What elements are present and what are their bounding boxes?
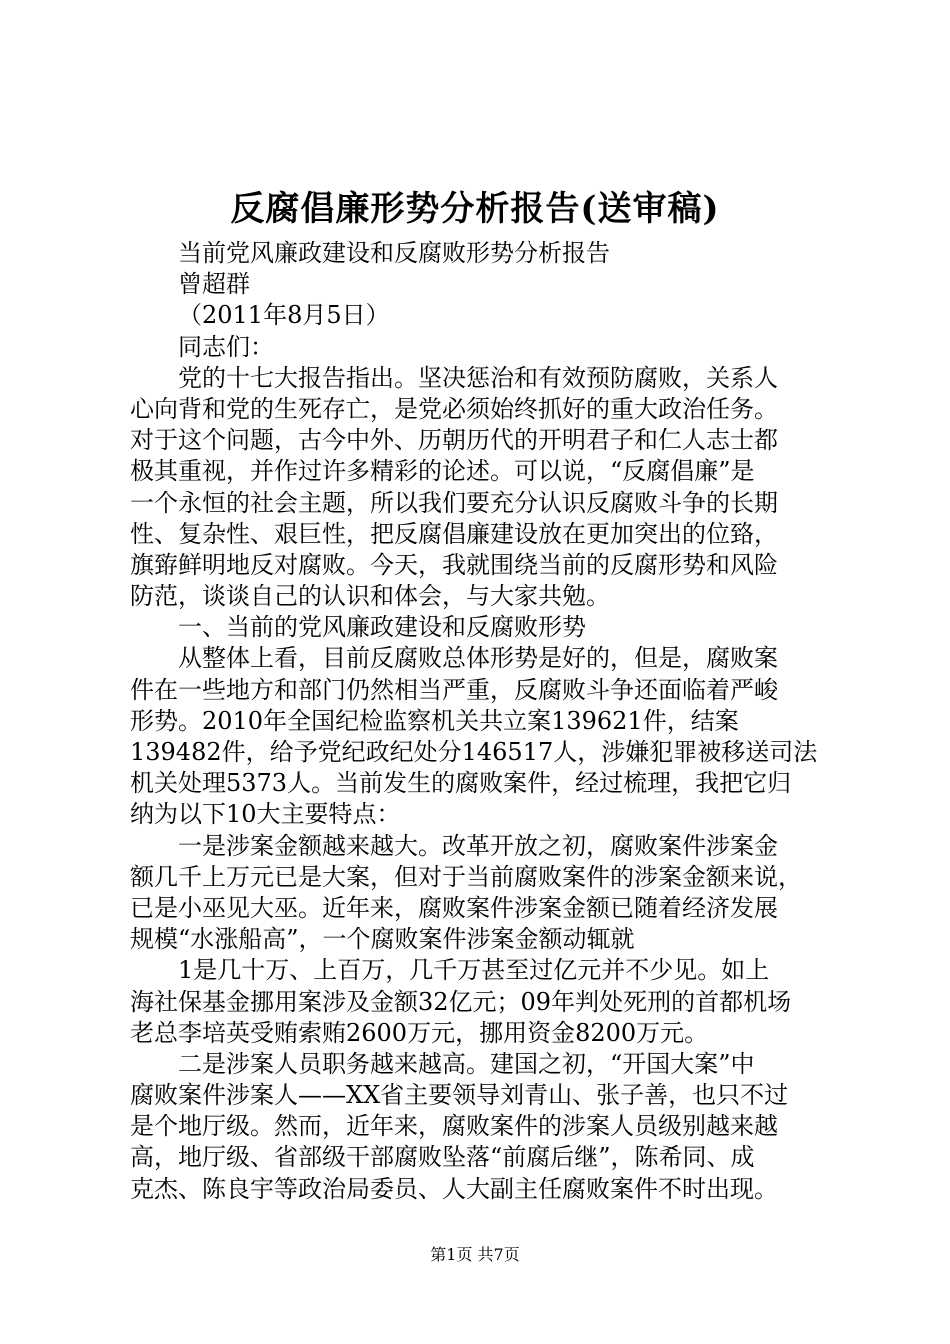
document-title: 反腐倡廉形势分析报告(送审稿) — [230, 189, 720, 229]
paragraph-line: 一是涉案金额越来越大。改革开放之初，腐败案件涉案金 — [178, 831, 778, 860]
paragraph-line: 性、复杂性、艰巨性，把反腐倡廉建设放在更加突出的位臵， — [130, 519, 778, 548]
paragraph-line: 139482件，给予党纪政纪处分146517人，涉嫌犯罪被移送司法 — [130, 738, 818, 766]
paragraph-line: 额几千上万元已是大案，但对于当前腐败案件的涉案金额来说， — [130, 862, 802, 891]
paragraph-line: 纳为以下10大主要特点： — [130, 800, 401, 829]
paragraph-line: 旗臶鲜明地反对腐败。今天，我就围绕当前的反腐形势和风险 — [130, 550, 778, 579]
paragraph-line: 对于这个问题，古今中外、历朝历代的开明君子和仁人志士都 — [130, 426, 778, 455]
paragraph-line: 形势。2010年全国纪检监察机关共立案139621件，结案 — [130, 706, 739, 735]
section-heading: 一、当前的党风廉政建设和反腐败形势 — [178, 613, 586, 642]
paragraph-line: 一个永恒的社会主题，所以我们要充分认识反腐败斗争的长期 — [130, 488, 778, 517]
salutation-line: 同志们： — [178, 332, 274, 361]
page-number-footer: 第1页 共7页 — [430, 1245, 520, 1264]
paragraph-line: 是个地厅级。然而，近年来，腐败案件的涉案人员级别越来越 — [130, 1112, 778, 1141]
paragraph-line: 老总李培英受贿索贿2600万元，挪用资金8200万元。 — [130, 1018, 709, 1047]
paragraph-line: 高，地厅级、省部级干部腐败坠落“前腐后继”，陈希同、成 — [130, 1143, 755, 1172]
paragraph-line: 从整体上看，目前反腐败总体形势是好的，但是，腐败案 — [178, 644, 778, 673]
document-body — [130, 238, 830, 1205]
date-line: （2011年8月5日） — [178, 301, 390, 330]
paragraph-line: 克杰、陈良宇等政治局委员、人大副主任腐败案件不时出现。 — [130, 1174, 778, 1203]
paragraph-line: 心向背和党的生死存亡，是党必须始终抓好的重大政治任务。 — [130, 394, 778, 423]
paragraph-line: 件在一些地方和部门仍然相当严重，反腐败斗争还面临着严峻 — [130, 675, 778, 704]
paragraph-line: 海社保基金挪用案涉及金额32亿元；09年判处死刑的首都机场 — [130, 987, 792, 1016]
paragraph-line: 1是几十万、上百万，几千万甚至过亿元并不少见。如上 — [178, 956, 770, 985]
paragraph-line: 二是涉案人员职务越来越高。建国之初，“开国大案”中 — [178, 1049, 755, 1078]
paragraph-line: 规模“水涨船高”，一个腐败案件涉案金额动辄就 — [130, 925, 635, 954]
paragraph-line: 极其重视，并作过许多精彩的论述。可以说，“反腐倡廉”是 — [130, 457, 755, 486]
subtitle-line: 当前党风廉政建设和反腐败形势分析报告 — [178, 239, 610, 267]
paragraph-line: 防范，谈谈自己的认识和体会，与大家共勉。 — [130, 582, 610, 611]
paragraph-line: 党的十七大报告指出。坚决惩治和有效预防腐败，关系人 — [178, 363, 778, 392]
paragraph-line: 腐败案件涉案人——XX省主要领导刘青山、张子善，也只不过 — [130, 1081, 789, 1110]
author-line: 曾超群 — [178, 270, 250, 299]
paragraph-line: 已是小巫见大巫。近年来，腐败案件涉案金额已随着经济发展 — [130, 893, 778, 922]
paragraph-line: 机关处理5373人。当前发生的腐败案件，经过梳理，我把它归 — [130, 769, 792, 798]
